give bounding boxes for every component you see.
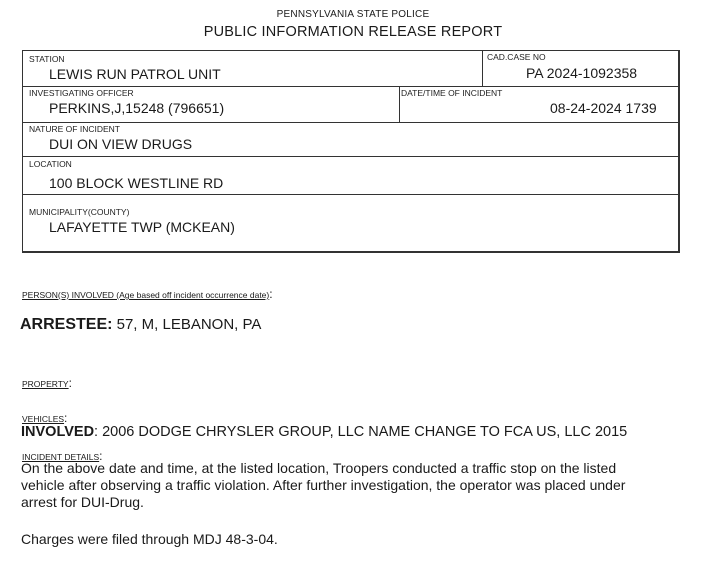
nature-label: NATURE OF INCIDENT [29,124,120,134]
location-value: 100 BLOCK WESTLINE RD [49,175,224,191]
station-value: LEWIS RUN PATROL UNIT [49,66,221,82]
arrestee-line [20,316,261,334]
form-divider [23,122,678,123]
incident-colon: : [99,449,103,463]
incident-label: INCIDENT DETAILS [22,452,100,462]
persons-colon: : [269,287,273,301]
form-divider [23,86,678,87]
nature-value: DUI ON VIEW DRUGS [49,136,193,152]
station-label: STATION [29,54,65,64]
form-divider [482,51,483,86]
property-colon: : [68,376,72,390]
incident-line-2: vehicle after observing a traffic violation. After further investigation, the operator was placed under [21,477,626,493]
persons-label: PERSON(S) INVOLVED (Age based off incident occurrence date) [22,290,270,300]
municipality-label: MUNICIPALITY(COUNTY) [29,207,130,217]
location-label: LOCATION [29,159,72,169]
vehicles-label: VEHICLES [22,414,65,424]
arrestee-value: 57, M, LEBANON, PA [112,316,262,333]
incident-form [22,50,680,253]
datetime-value: 08-24-2024 1739 [550,100,657,116]
agency-name: PENNSYLVANIA STATE POLICE [276,9,430,20]
officer-value: PERKINS,J,15248 (796651) [49,100,225,116]
report-title: PUBLIC INFORMATION RELEASE REPORT [203,24,503,40]
persons-heading [22,285,273,303]
case-number-value: PA 2024-1092358 [526,65,638,81]
vehicles-colon: : [64,411,68,425]
charges-line: Charges were filed through MDJ 48-3-04. [21,531,278,547]
vehicle-involved-label: INVOLVED [21,424,95,440]
municipality-value: LAFAYETTE TWP (MCKEAN) [49,219,235,235]
incident-line-1: On the above date and time, at the listed location, Troopers conducted a traffic stop on the listed [21,460,617,476]
officer-label: INVESTIGATING OFFICER [29,88,134,98]
incident-line-3: arrest for DUI-Drug. [21,494,144,510]
case-number-label: CAD.CASE NO [487,52,546,62]
vehicle-involved-value: : 2006 DODGE CHRYSLER GROUP, LLC NAME CHANGE TO FCA US, LLC 2015 [94,424,628,440]
arrestee-label: ARRESTEE: [20,316,113,333]
property-label: PROPERTY [22,379,69,389]
form-divider [23,156,678,157]
vehicle-line [21,424,627,440]
property-heading [22,374,72,392]
datetime-label: DATE/TIME OF INCIDENT [401,88,503,98]
form-divider [23,194,678,195]
form-divider [399,86,400,122]
